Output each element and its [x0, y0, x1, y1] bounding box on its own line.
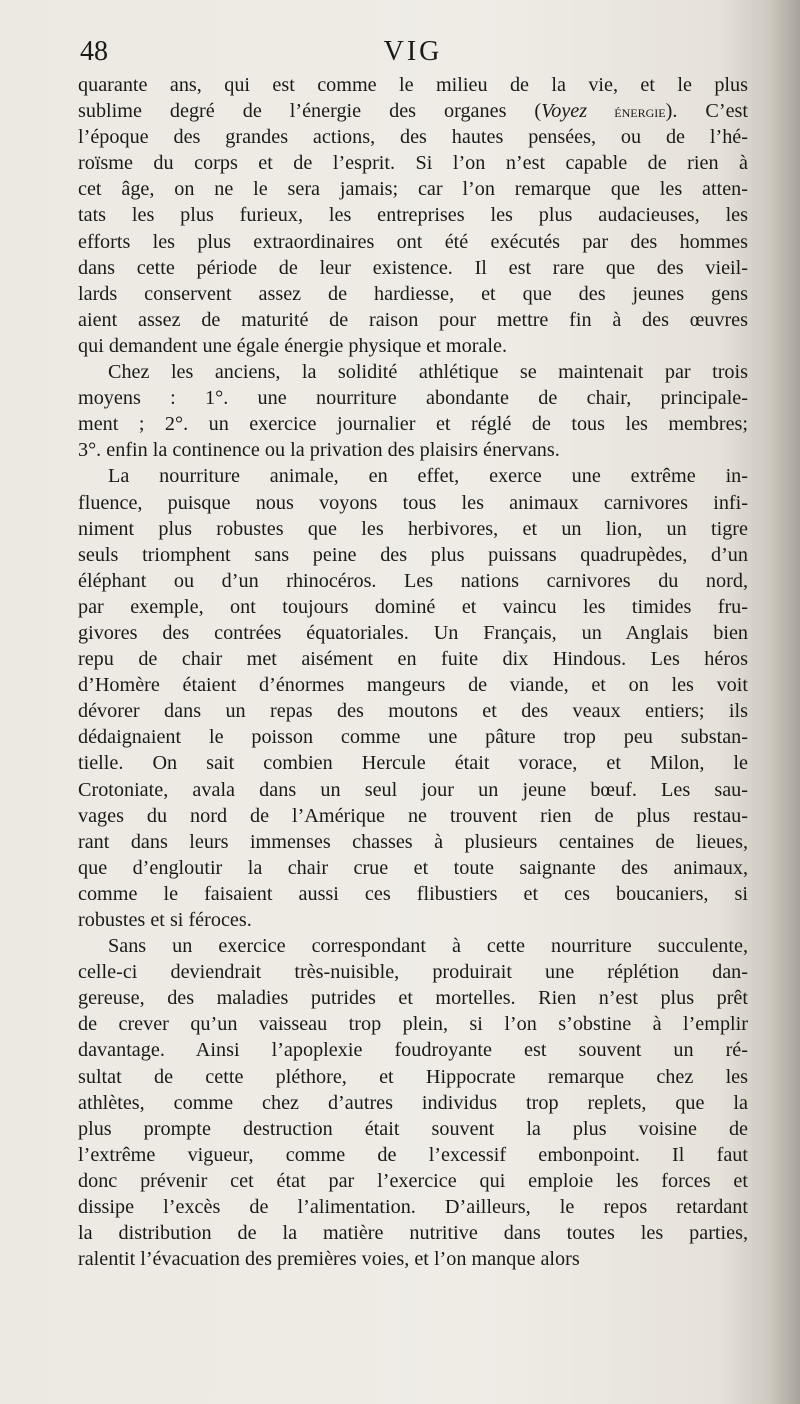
text-line: davantage. Ainsi l’apoplexie foudroyante est souvent un ré- — [78, 1039, 748, 1062]
text-line: donc prévenir cet état par l’exercice qui emploie les forces et — [78, 1169, 748, 1192]
text-line: repu de chair met aisément en fuite dix Hindous. Les héros — [78, 648, 748, 671]
text-line: gereuse, des maladies putrides et mortelles. Rien n’est plus prêt — [78, 987, 748, 1010]
paragraph — [78, 72, 748, 359]
text-line: la distribution de la matière nutritive dans toutes les parties, — [78, 1222, 748, 1245]
text-line: plus prompte destruction était souvent la plus voisine de — [78, 1117, 748, 1140]
text-line: celle-ci deviendrait très-nuisible, produirait une réplétion dan- — [78, 961, 748, 984]
text-line: dans cette période de leur existence. Il est rare que des vieil- — [78, 256, 748, 279]
body-text — [78, 72, 748, 1272]
text-line: lards conservent assez de hardiesse, et que des jeunes gens — [78, 282, 748, 305]
text-line: cet âge, on ne le sera jamais; car l’on remarque que les atten- — [78, 178, 748, 201]
text-line: vages du nord de l’Amérique ne trouvent rien de plus restau- — [78, 804, 748, 827]
text-line: sublime degré de l’énergie des organes (Voyez énergie). C’est — [78, 100, 748, 123]
text-line: ment ; 2°. un exercice journalier et réglé de tous les membres; — [78, 413, 748, 436]
text-line: l’époque des grandes actions, des hautes pensées, ou de l’hé- — [78, 126, 748, 149]
paragraph — [78, 359, 748, 463]
text-line: Crotoniate, avala dans un seul jour un jeune bœuf. Les sau- — [78, 778, 748, 801]
text-line: niment plus robustes que les herbivores, et un lion, un tigre — [78, 517, 748, 540]
text-line: de crever qu’un vaisseau trop plein, si l’on s’obstine à l’emplir — [78, 1013, 748, 1036]
text-line: fluence, puisque nous voyons tous les animaux carnivores infi- — [78, 491, 748, 514]
text-line: seuls triomphent sans peine des plus puissans quadrupèdes, d’un — [78, 543, 748, 566]
text-line: dédaignaient le poisson comme une pâture trop peu substan- — [78, 726, 748, 749]
text-line: La nourriture animale, en effet, exerce une extrême in- — [108, 465, 748, 488]
text-line: efforts les plus extraordinaires ont été exécutés par des hommes — [78, 230, 748, 253]
text-line: l’extrême vigueur, comme de l’excessif embonpoint. Il faut — [78, 1143, 748, 1166]
text-line: ralentit l’évacuation des premières voies, et l’on manque alors — [78, 1248, 580, 1271]
text-line: givores des contrées équatoriales. Un Français, un Anglais bien — [78, 621, 748, 644]
text-line: moyens : 1°. une nourriture abondante de chair, principale- — [78, 387, 748, 410]
text-line: tielle. On sait combien Hercule était vorace, et Milon, le — [78, 752, 748, 775]
text-line: quarante ans, qui est comme le milieu de la vie, et le plus — [78, 74, 748, 96]
text-line: Chez les anciens, la solidité athlétique se maintenait par trois — [108, 361, 748, 384]
text-line: d’Homère étaient d’énormes mangeurs de viande, et on les voit — [78, 674, 748, 697]
text-line: roïsme du corps et de l’esprit. Si l’on n’est capable de rien à — [78, 152, 748, 175]
text-line: aient assez de maturité de raison pour mettre fin à des œuvres — [78, 308, 748, 331]
text-line: comme le faisaient aussi ces flibustiers et ces boucaniers, si — [78, 882, 748, 905]
text-line: sultat de cette pléthore, et Hippocrate remarque chez les — [78, 1065, 748, 1088]
text-line: par exemple, ont toujours dominé et vaincu les timides fru- — [78, 595, 748, 618]
running-head: VIG — [383, 36, 443, 67]
text-line: robustes et si féroces. — [78, 909, 252, 931]
page-header — [80, 36, 746, 72]
text-line: tats les plus furieux, les entreprises les plus audacieuses, les — [78, 204, 748, 227]
text-line: athlètes, comme chez d’autres individus trop replets, que la — [78, 1091, 748, 1114]
text-line: éléphant ou d’un rhinocéros. Les nations carnivores du nord, — [78, 569, 748, 592]
text-line: dissipe l’excès de l’alimentation. D’ailleurs, le repos retardant — [78, 1196, 748, 1219]
text-line: qui demandent une égale énergie physique et morale. — [78, 334, 508, 357]
text-line: 3°. enfin la continence ou la privation des plaisirs énervans. — [78, 439, 560, 462]
text-line: dévorer dans un repas des moutons et des veaux entiers; ils — [78, 700, 748, 723]
text-line: Sans un exercice correspondant à cette nourriture succulente, — [108, 935, 748, 958]
text-line: que d’engloutir la chair crue et toute saignante des animaux, — [78, 856, 748, 879]
paragraph — [78, 463, 748, 933]
voyez-reference: Voyez — [541, 100, 588, 123]
page-number: 48 — [80, 36, 108, 67]
text-line: rant dans leurs immenses chasses à plusieurs centaines de lieues, — [78, 830, 748, 853]
cross-reference-term: énergie — [587, 102, 666, 122]
paragraph — [78, 933, 748, 1272]
